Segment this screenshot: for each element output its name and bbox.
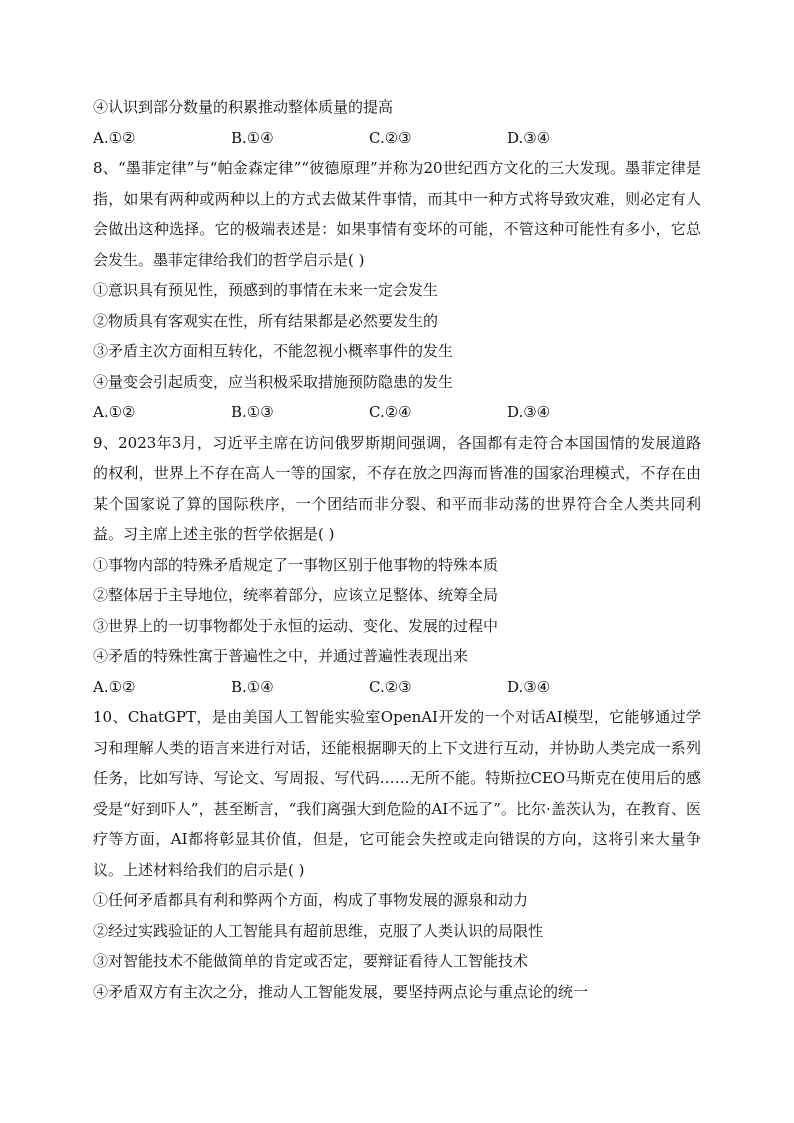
q8-option-d: D.③④: [507, 403, 551, 421]
q10-stem: 10、ChatGPT，是由美国人工智能实验室OpenAI开发的一个对话AI模型，它能够通过学习和理解人类的语言来进行对话，还能根据聊天的上下文进行互动，并协助人类完成一系列任务，比如写诗、写论文、写周报、写代码……无所不能。特斯拉CEO马斯克在使用后的感受是“好到吓人”，甚至断言，“我们离强大到危险的AI不远了”。比尔·盖茨认为，在教育、医疗等方面，AI都将彰显其价值，但是，它可能会失控或走向错误的方向，这将引来大量争议。上述材料给我们的启示是( ): [93, 708, 701, 879]
q10-item-3: ③对智能技术不能做简单的肯定或否定，要辩证看待人工智能技术: [93, 952, 529, 970]
q9-item-3: ③世界上的一切事物都处于永恒的运动、变化、发展的过程中: [93, 616, 499, 635]
q8-option-b: B.①③: [231, 403, 274, 421]
q7-option-c: C.②③: [369, 128, 412, 147]
q8-item-2: ②物质具有客观实在性，所有结果都是必然要发生的: [93, 311, 439, 330]
q10-item-4: ④矛盾双方有主次之分，推动人工智能发展，要坚持两点论与重点论的统一: [93, 982, 589, 1001]
q7-item-4: ④认识到部分数量的积累推动整体质量的提高: [93, 98, 394, 116]
q7-option-d: D.③④: [507, 128, 551, 147]
q10-item-2: ②经过实践验证的人工智能具有超前思维，克服了人类认识的局限性: [93, 921, 544, 940]
q10-item-1: ①任何矛盾都具有利和弊两个方面，构成了事物发展的源泉和动力: [93, 891, 529, 909]
q9-item-2: ②整体居于主导地位，统率着部分，应该立足整体、统筹全局: [93, 586, 499, 604]
q9-option-d: D.③④: [507, 677, 551, 696]
q7-option-b: B.①④: [231, 128, 274, 147]
q9-options: [93, 672, 701, 703]
q8-item-1: ①意识具有预见性，预感到的事情在未来一定会发生: [93, 281, 439, 299]
q8-option-a: A.①②: [93, 403, 136, 421]
q9-stem: 9、2023年3月，习近平主席在访问俄罗斯期间强调，各国都有走符合本国国情的发展道路的权利，世界上不存在高人一等的国家，不存在放之四海而皆准的国家治理模式，不存在由某个国家说了算的国际秩序，一个团结而非分裂、和平而非动荡的世界符合全人类共同利益。习主席上述主张的哲学依据是( ): [93, 433, 701, 543]
q7-options: [93, 123, 701, 154]
q8-item-3: ③矛盾主次方面相互转化，不能忽视小概率事件的发生: [93, 342, 454, 360]
q9-option-b: B.①④: [231, 677, 274, 696]
q7-option-a: A.①②: [93, 128, 136, 147]
q9-item-1: ①事物内部的特殊矛盾规定了一事物区别于他事物的特殊本质: [93, 555, 499, 574]
q9-option-a: A.①②: [93, 677, 136, 696]
q8-options: [93, 397, 701, 428]
exam-page: [93, 92, 701, 1007]
q9-option-c: C.②③: [369, 677, 412, 696]
q9-item-4: ④矛盾的特殊性寓于普遍性之中，并通过普遍性表现出来: [93, 647, 469, 665]
q8-stem: 8、“墨菲定律”与“帕金森定律”“彼德原理”并称为20世纪西方文化的三大发现。墨菲定律是指，如果有两种或两种以上的方式去做某件事情，而其中一种方式将导致灾难，则必定有人会做出这种选择。它的极端表述是：如果事情有变坏的可能，不管这种可能性有多小，它总会发生。墨菲定律给我们的哲学启示是( ): [93, 159, 701, 269]
q8-option-c: C.②④: [369, 403, 412, 421]
q8-item-4: ④量变会引起质变，应当积极采取措施预防隐患的发生: [93, 372, 454, 391]
